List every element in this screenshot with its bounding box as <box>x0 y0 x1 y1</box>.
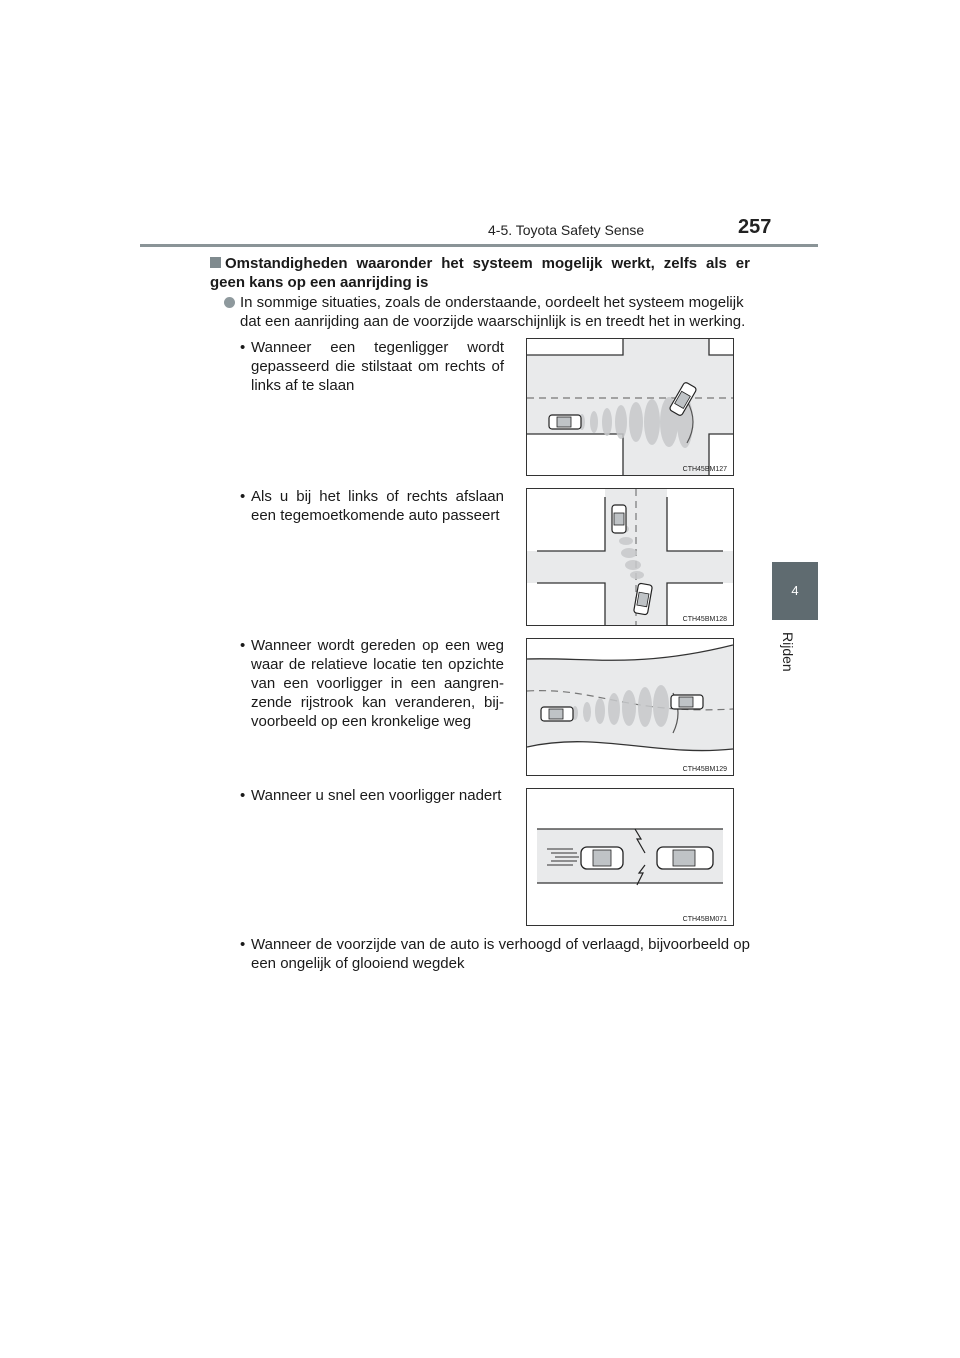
section-heading-text: Omstandigheden waaronder het systeem mogelijk werkt, zelfs als er geen kans op een aanrijding is <box>210 255 750 291</box>
intro-text: In sommige situaties, zoals de onderstaande, oordeelt het systeem mogelijk dat een aanrijding aan de voorzijde waarschijnlijk is en treedt het in werking. <box>240 294 746 330</box>
figure-rapid-approach <box>526 788 734 926</box>
figure-code: CTH45BM128 <box>682 616 727 623</box>
bullet-mark: • <box>240 488 246 505</box>
preceding-car-icon <box>671 695 703 709</box>
list-item <box>240 786 504 805</box>
bullet-mark: • <box>240 936 246 953</box>
intro-paragraph <box>224 293 752 331</box>
figure-code: CTH45BM127 <box>682 466 727 473</box>
figure-passing-while-turning <box>526 488 734 626</box>
oncoming-car-icon <box>612 505 626 533</box>
list-item-text: Wanneer een tegenligger wordt gepasseerd die stilstaat om rechts of links af te slaan <box>251 339 504 394</box>
figure-oncoming-turning-car <box>526 338 734 476</box>
list-item <box>240 338 504 395</box>
chapter-label: Rijden <box>780 632 796 672</box>
bullet-mark: • <box>240 339 246 356</box>
list-item-text: Wanneer de voorzijde van de auto is verhoogd of verlaagd, bijvoorbeeld op een ongelijk of glooiend wegdek <box>251 936 750 972</box>
page-number: 257 <box>738 216 772 238</box>
chapter-label-box <box>772 624 818 736</box>
list-item <box>240 636 504 731</box>
own-car-icon <box>549 415 581 429</box>
intersection-illustration <box>527 339 733 475</box>
figure-code: CTH45BM071 <box>682 916 727 923</box>
list-item <box>240 487 504 525</box>
own-car-icon <box>581 847 623 869</box>
winding-road-illustration <box>527 639 733 775</box>
square-bullet-icon <box>210 257 221 268</box>
list-item-text: Wanneer u snel een voorligger nadert <box>251 787 502 804</box>
intersection-illustration <box>527 489 733 625</box>
preceding-car-icon <box>657 847 713 869</box>
list-item-text: Wanneer wordt gereden op een weg waar de relatieve locatie ten opzichte van een voorligger in een aangren-zende rijstrook kan veranderen, bij-voorbeeld op een kronkelige weg <box>251 637 504 730</box>
figure-winding-road <box>526 638 734 776</box>
rapid-approach-illustration <box>527 789 733 925</box>
section-heading <box>210 254 750 292</box>
chapter-tab[interactable]: 4 <box>772 562 818 620</box>
figure-code: CTH45BM129 <box>682 766 727 773</box>
own-car-icon <box>541 707 573 721</box>
bullet-mark: • <box>240 637 246 654</box>
list-item-text: Als u bij het links of rechts afslaan een tegemoetkomende auto passeert <box>251 488 504 524</box>
bullet-mark: • <box>240 787 246 804</box>
circle-bullet-icon <box>224 297 235 308</box>
header-rule <box>140 244 818 247</box>
header-section-title: 4-5. Toyota Safety Sense <box>488 222 645 238</box>
list-item <box>240 935 750 973</box>
